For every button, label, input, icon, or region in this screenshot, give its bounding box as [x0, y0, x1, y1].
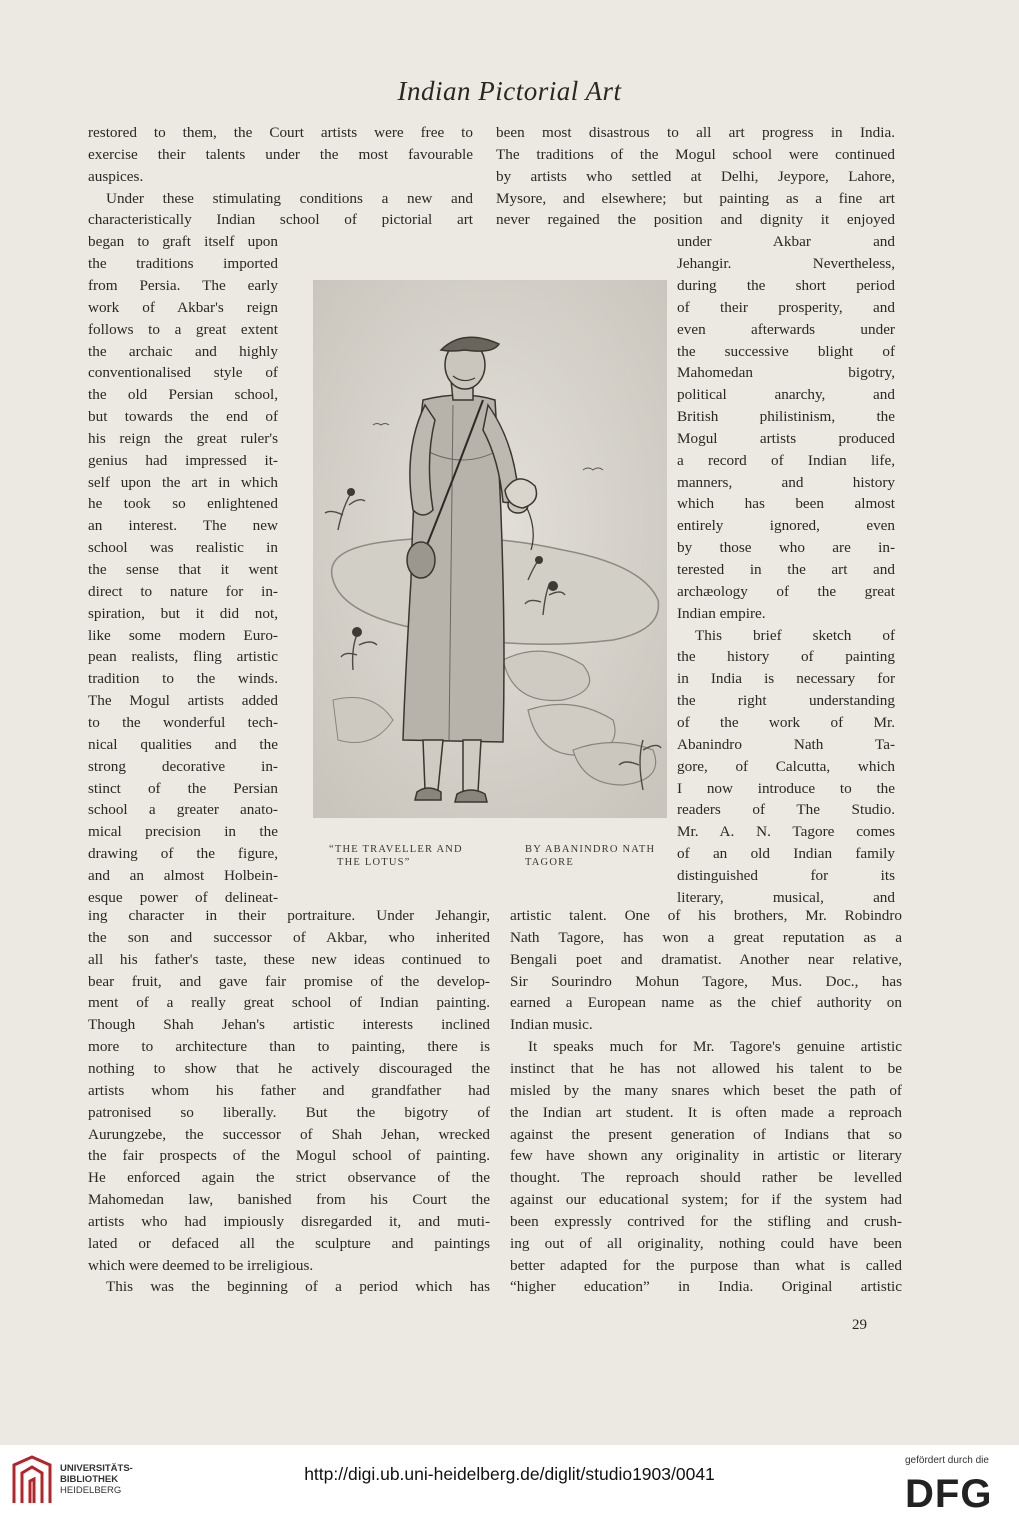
text-line: esque power of delineat-	[88, 888, 278, 906]
text-line: Mr. A. N. Tagore comes	[677, 823, 895, 841]
text-line: of their prosperity, and	[677, 298, 895, 316]
text-line: auspices.	[88, 167, 144, 185]
text-line: restored to them, the Court artists were free to	[88, 124, 473, 141]
text-line: genius had impressed it-	[88, 451, 278, 469]
text-line: his reign the great ruler's	[88, 429, 278, 447]
figure-caption-title	[329, 843, 463, 869]
figure-caption-artist	[525, 843, 655, 869]
text-line: work of Akbar's reign	[88, 298, 278, 316]
text-line: which were deemed to be irreligious.	[88, 1256, 314, 1274]
library-name-line: HEIDELBERG	[60, 1485, 122, 1496]
text-line: the sense that it went	[88, 561, 278, 578]
permalink-url[interactable]: http://digi.ub.uni-heidelberg.de/diglit/studio1903/0041	[304, 1464, 715, 1484]
text-line: The Mogul artists added	[88, 692, 278, 710]
text-line: He enforced again the strict observance of the	[88, 1169, 490, 1187]
text-line: artists whom his father and grandfather had	[88, 1081, 490, 1099]
text-line: Under these stimulating conditions a new and	[106, 189, 473, 207]
text-line: Aurungzebe, the successor of Shah Jehan, wrecked	[88, 1125, 490, 1143]
text-line: all his father's taste, these new ideas continued to	[88, 950, 490, 968]
text-line: direct to nature for in-	[88, 582, 278, 600]
text-line: strong decorative in-	[88, 757, 278, 775]
text-line: ing out of all originality, nothing could have been	[510, 1234, 902, 1252]
text-line: pean realists, fling artistic	[88, 648, 278, 666]
text-line: the successive blight of	[677, 342, 895, 360]
text-line: exercise their talents under the most favourable	[88, 145, 473, 163]
text-line: stinct of the Persian	[88, 779, 278, 797]
text-line: Indian empire.	[677, 604, 766, 622]
text-line: This brief sketch of	[695, 626, 895, 644]
text-line: archæology of the great	[677, 582, 895, 600]
text-line: thought. The reproach should rather be levelled	[510, 1169, 902, 1187]
text-line: the Indian art student. It is often made a reproach	[510, 1103, 902, 1121]
text-line: mical precision in the	[88, 823, 278, 841]
library-name-line: BIBLIOTHEK	[60, 1474, 119, 1485]
text-line: school a greater anato-	[88, 801, 278, 819]
text-line: by artists who settled at Delhi, Jeypore, Lahore,	[496, 167, 895, 185]
text-line: ment of a really great school of Indian painting.	[88, 994, 490, 1012]
caption-title-line: THE LOTUS”	[337, 857, 411, 868]
text-line: in India is necessary for	[677, 670, 895, 688]
text-line: “higher education” in India. Original artistic	[510, 1278, 902, 1296]
text-line: spiration, but it did not,	[88, 604, 278, 622]
text-line: a record of Indian life,	[677, 451, 895, 469]
page-number: 29	[852, 1317, 867, 1333]
caption-artist-line: BY ABANINDRO NATH	[525, 844, 656, 855]
text-line: follows to a great extent	[88, 320, 278, 338]
text-line: artists who had impiously disregarded it, and muti-	[88, 1212, 490, 1230]
text-line: Jehangir. Nevertheless,	[677, 255, 895, 273]
caption-title-line: “THE TRAVELLER AND	[329, 844, 463, 855]
illustration-traveller-and-lotus	[313, 280, 667, 818]
text-line: the history of painting	[677, 648, 895, 666]
text-line: the archaic and highly	[88, 342, 278, 360]
text-line: of an old Indian family	[677, 845, 895, 863]
text-line: nothing to show that he actively discouraged the	[88, 1059, 490, 1077]
dfg-logo: DFG	[905, 1472, 993, 1516]
text-line: even afterwards under	[677, 320, 895, 338]
text-line: the old Persian school,	[88, 386, 278, 404]
text-line: misled by the many snares which beset the path of	[510, 1081, 902, 1099]
text-line: readers of The Studio.	[677, 801, 895, 819]
text-line: Mysore, and elsewhere; but painting as a fine art	[496, 189, 895, 207]
text-line: manners, and history	[677, 473, 895, 491]
text-line: against our educational system; for if the system had	[510, 1191, 902, 1209]
text-line: the son and successor of Akbar, who inherited	[88, 928, 490, 946]
text-line: bear fruit, and gave fair promise of the develop-	[88, 972, 490, 990]
text-line: from Persia. The early	[88, 276, 278, 294]
running-head: Indian Pictorial Art	[397, 76, 622, 106]
text-line: nical qualities and the	[88, 735, 278, 753]
text-line: The traditions of the Mogul school were continued	[496, 145, 895, 163]
text-line: literary, musical, and	[677, 888, 895, 906]
text-line: school was realistic in	[88, 539, 278, 557]
text-line: artistic talent. One of his brothers, Mr. Robindro	[510, 907, 902, 924]
text-line: better adapted for the purpose than what is called	[510, 1256, 902, 1274]
text-line: been expressly contrived for the stifling and crush-	[510, 1212, 902, 1230]
text-line: political anarchy, and	[677, 386, 895, 404]
text-line: Mogul artists produced	[677, 429, 895, 447]
text-line: tradition to the winds.	[88, 670, 278, 688]
text-line: This was the beginning of a period which has	[106, 1278, 490, 1296]
text-line: entirely ignored, even	[677, 517, 895, 535]
text-line: instinct that he has not allowed his talent to be	[510, 1059, 902, 1077]
text-line: never regained the position and dignity it enjoyed	[496, 211, 895, 229]
text-line: ing character in their portraiture. Under Jehangir,	[88, 907, 490, 924]
text-line: patronised so liberally. But the bigotry of	[88, 1103, 490, 1121]
text-line: by those who are in-	[677, 539, 895, 557]
text-line: began to graft itself upon	[88, 233, 278, 251]
text-line: Mahomedan law, banished from his Court the	[88, 1191, 490, 1209]
text-line: characteristically Indian school of pictorial art	[88, 211, 473, 229]
text-line: Abanindro Nath Ta-	[677, 735, 895, 753]
text-line: Mahomedan bigotry,	[677, 364, 895, 382]
text-line: an interest. The new	[88, 517, 278, 535]
text-line: of the work of Mr.	[677, 713, 895, 731]
text-line: I now introduce to the	[677, 779, 895, 797]
text-line: the right understanding	[677, 692, 895, 710]
text-line: but towards the end of	[88, 408, 278, 426]
text-line: he took so enlightened	[88, 495, 278, 513]
text-line: Bengali poet and dramatist. Another near relative,	[510, 950, 902, 968]
text-line: like some modern Euro-	[88, 626, 278, 644]
text-line: under Akbar and	[677, 233, 895, 251]
painting-image	[313, 280, 667, 818]
text-line: Nath Tagore, has won a great reputation as a	[510, 928, 902, 946]
library-name-line: UNIVERSITÄTS-	[60, 1463, 133, 1474]
text-line: more to architecture than to painting, there is	[88, 1038, 490, 1056]
text-line: self upon the art in which	[88, 473, 278, 491]
text-line: been most disastrous to all art progress in India.	[496, 124, 895, 141]
funding-note: gefördert durch die	[905, 1455, 989, 1466]
text-line: conventionalised style of	[88, 364, 278, 382]
text-line: terested in the art and	[677, 561, 895, 578]
text-line: to the wonderful tech-	[88, 713, 278, 731]
text-line: Though Shah Jehan's artistic interests inclined	[88, 1016, 490, 1034]
text-line: drawing of the figure,	[88, 845, 278, 863]
caption-artist-line: TAGORE	[525, 857, 574, 868]
text-line: which has been almost	[677, 495, 895, 513]
text-line: Sir Sourindro Mohun Tagore, Mus. Doc., has	[510, 972, 902, 990]
text-line: lated or defaced all the sculpture and paintings	[88, 1234, 490, 1252]
text-line: the fair prospects of the Mogul school of painting.	[88, 1147, 490, 1165]
text-line: few have shown any originality in artistic or literary	[510, 1147, 902, 1165]
text-line: British philistinism, the	[677, 408, 895, 426]
text-line: gore, of Calcutta, which	[677, 757, 895, 775]
text-line: distinguished for its	[677, 866, 895, 884]
text-line: Indian music.	[510, 1016, 593, 1034]
text-line: the traditions imported	[88, 255, 278, 273]
text-line: against the present generation of Indians that so	[510, 1125, 902, 1143]
text-line: It speaks much for Mr. Tagore's genuine artistic	[528, 1038, 902, 1056]
text-line: during the short period	[677, 276, 895, 294]
text-line: earned a European name as the chief authority on	[510, 994, 902, 1012]
text-line: and an almost Holbein-	[88, 866, 278, 884]
